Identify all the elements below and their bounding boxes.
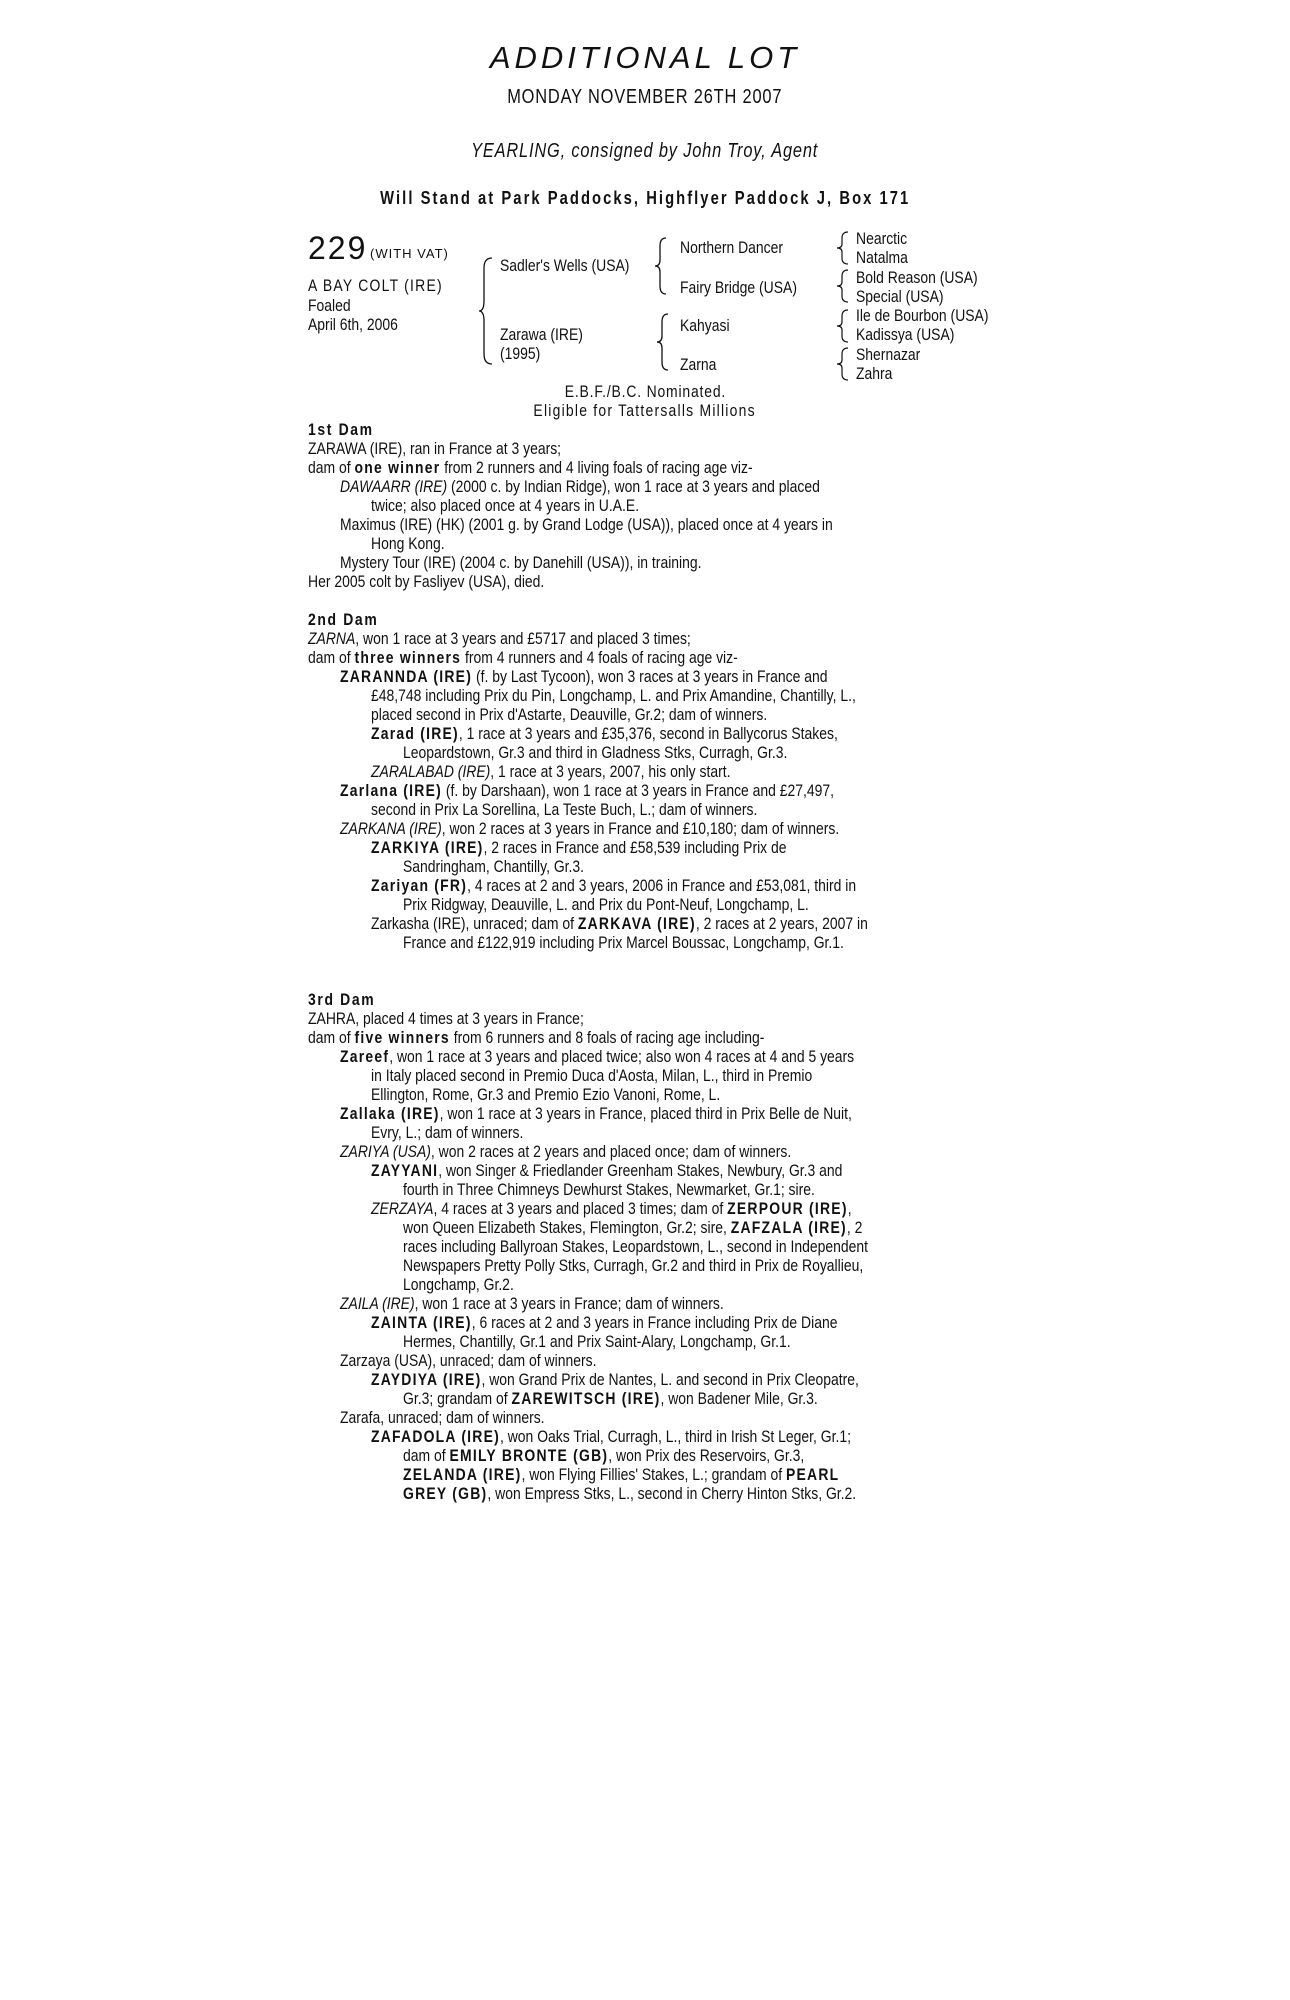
second-dam-line: Zarkasha (IRE), unraced; dam of ZARKAVA (IRE), 2 races at 2 years, 2007 in (371, 914, 868, 933)
first-dam-line: twice; also placed once at 4 years in U.A.E. (371, 496, 640, 515)
third-dam-line: Zarzaya (USA), unraced; dam of winners. (340, 1351, 597, 1370)
pedigree-sire-dam: Fairy Bridge (USA) (680, 278, 797, 297)
third-dam-line: Hermes, Chantilly, Gr.1 and Prix Saint-Alary, Longchamp, Gr.1. (403, 1332, 791, 1351)
second-dam-line: £48,748 including Prix du Pin, Longchamp, L. and Prix Amandine, Chantilly, L., (371, 686, 856, 705)
second-dam-line: Sandringham, Chantilly, Gr.3. (403, 857, 585, 876)
foaled-label: Foaled (308, 296, 351, 315)
second-dam-line: ZARANNDA (IRE) (f. by Last Tycoon), won 3 races at 3 years in France and (340, 667, 828, 686)
pedigree-dam-year: (1995) (500, 344, 541, 363)
third-dam-line: ZAHRA, placed 4 times at 3 years in France; (308, 1009, 584, 1028)
third-dam-line: fourth in Three Chimneys Dewhurst Stakes, Newmarket, Gr.1; sire. (403, 1180, 815, 1199)
third-dam-line: ZAYDIYA (IRE), won Grand Prix de Nantes, L. and second in Prix Cleopatre, (371, 1370, 859, 1389)
pedigree-brace-dam (656, 312, 672, 372)
second-dam-line: Zarad (IRE), 1 race at 3 years and £35,376, second in Ballycorus Stakes, (371, 724, 838, 743)
second-dam-line: dam of three winners from 4 runners and 4 foals of racing age viz- (308, 648, 738, 667)
tattersalls-eligibility: Eligible for Tattersalls Millions (533, 401, 757, 420)
catalogue-body (308, 420, 1068, 1503)
first-dam-heading: 1st Dam (308, 420, 374, 439)
second-dam-line: Prix Ridgway, Deauville, L. and Prix du Pont-Neuf, Longchamp, L. (403, 895, 809, 914)
first-dam-line: Maximus (IRE) (HK) (2001 g. by Grand Lodge (USA)), placed once at 4 years in (340, 515, 833, 534)
third-dam-line: ZERZAYA, 4 races at 3 years and placed 3 times; dam of ZERPOUR (IRE), (371, 1199, 852, 1218)
second-dam-line: Zariyan (FR), 4 races at 2 and 3 years, 2006 in France and £53,081, third in (371, 876, 857, 895)
third-dam-line: in Italy placed second in Premio Duca d'Aosta, Milan, L., third in Premio (371, 1066, 813, 1085)
pedigree-brace-g4 (836, 346, 852, 382)
second-dam-line: second in Prix La Sorellina, La Teste Buch, L.; dam of winners. (371, 800, 758, 819)
first-dam-line: dam of one winner from 2 runners and 4 living foals of racing age viz- (308, 458, 753, 477)
third-dam-line: ZAILA (IRE), won 1 race at 3 years in France; dam of winners. (340, 1294, 724, 1313)
second-dam-line: ZARKIYA (IRE), 2 races in France and £58,539 including Prix de (371, 838, 787, 857)
third-dam-line: dam of five winners from 6 runners and 8 foals of racing age including- (308, 1028, 765, 1047)
third-dam-line: Zarafa, unraced; dam of winners. (340, 1408, 545, 1427)
third-dam-line: Ellington, Rome, Gr.3 and Premio Ezio Vanoni, Rome, L. (371, 1085, 721, 1104)
first-dam-line: ZARAWA (IRE), ran in France at 3 years; (308, 439, 562, 458)
third-dam-line: dam of EMILY BRONTE (GB), won Prix des Reservoirs, Gr.3, (403, 1446, 805, 1465)
pedigree-sire: Sadler's Wells (USA) (500, 256, 630, 275)
third-dam-line: ZAFADOLA (IRE), won Oaks Trial, Curragh, L., third in Irish St Leger, Gr.1; (371, 1427, 851, 1446)
pedigree-g2: Natalma (856, 248, 908, 267)
pedigree-brace-g3 (836, 308, 852, 344)
third-dam-heading: 3rd Dam (308, 990, 376, 1009)
second-dam-line: ZARNA, won 1 race at 3 years and £5717 and placed 3 times; (308, 629, 691, 648)
third-dam-line: ZARIYA (USA), won 2 races at 2 years and placed once; dam of winners. (340, 1142, 792, 1161)
pedigree-g5: Ile de Bourbon (USA) (856, 306, 989, 325)
ebf-nomination: E.B.F./B.C. Nominated. (564, 382, 726, 401)
third-dam-line: ZELANDA (IRE), won Flying Fillies' Stakes, L.; grandam of PEARL (403, 1465, 840, 1484)
second-dam-line: France and £122,919 including Prix Marcel Boussac, Longchamp, Gr.1. (403, 933, 844, 952)
third-dam-line: Gr.3; grandam of ZAREWITSCH (IRE), won Badener Mile, Gr.3. (403, 1389, 818, 1408)
first-dam-line: Her 2005 colt by Fasliyev (USA), died. (308, 572, 545, 591)
second-dam-heading: 2nd Dam (308, 610, 379, 629)
pedigree-dam-sire: Kahyasi (680, 316, 730, 335)
third-dam-line: Newspapers Pretty Polly Stks, Curragh, Gr.2 and third in Prix de Royallieu, (403, 1256, 864, 1275)
first-dam-line: Hong Kong. (371, 534, 445, 553)
pedigree-g7: Shernazar (856, 345, 921, 364)
vat-note: (WITH VAT) (370, 246, 449, 261)
first-dam-line: DAWAARR (IRE) (2000 c. by Indian Ridge), won 1 race at 3 years and placed (340, 477, 820, 496)
pedigree-brace-g1 (836, 230, 852, 266)
third-dam-line: Zallaka (IRE), won 1 race at 3 years in France, placed third in Prix Belle de Nuit, (340, 1104, 852, 1123)
third-dam-line: GREY (GB), won Empress Stks, L., second in Cherry Hinton Stks, Gr.2. (403, 1484, 857, 1503)
pedigree-dam: Zarawa (IRE) (500, 325, 583, 344)
pedigree-sire-sire: Northern Dancer (680, 238, 784, 257)
third-dam-line: Zareef, won 1 race at 3 years and placed twice; also won 4 races at 4 and 5 years (340, 1047, 855, 1066)
third-dam-line: Evry, L.; dam of winners. (371, 1123, 524, 1142)
pedigree-g4: Special (USA) (856, 287, 944, 306)
pedigree-brace-g2 (836, 268, 852, 304)
third-dam-line: won Queen Elizabeth Stakes, Flemington, Gr.2; sire, ZAFZALA (IRE), 2 (403, 1218, 863, 1237)
third-dam-line: races including Ballyroan Stakes, Leopardstown, L., second in Independent (403, 1237, 868, 1256)
second-dam-line: ZARKANA (IRE), won 2 races at 3 years in France and £10,180; dam of winners. (340, 819, 840, 838)
stand-location: Will Stand at Park Paddocks, Highflyer Paddock J, Box 171 (379, 188, 911, 208)
sale-date: MONDAY NOVEMBER 26TH 2007 (507, 86, 783, 108)
consignor-line: YEARLING, consigned by John Troy, Agent (471, 140, 819, 162)
second-dam-line: Zarlana (IRE) (f. by Darshaan), won 1 race at 3 years in France and £27,497, (340, 781, 835, 800)
third-dam-line: ZAYYANI, won Singer & Friedlander Greenham Stakes, Newbury, Gr.3 and (371, 1161, 843, 1180)
pedigree-dam-dam: Zarna (680, 355, 717, 374)
pedigree-brace-main (478, 256, 498, 366)
third-dam-line: ZAINTA (IRE), 6 races at 2 and 3 years in France including Prix de Diane (371, 1313, 838, 1332)
pedigree-g1: Nearctic (856, 229, 908, 248)
lot-description: A BAY COLT (IRE) (308, 276, 443, 295)
lot-title: ADDITIONAL LOT (489, 40, 801, 75)
second-dam-line: ZARALABAD (IRE), 1 race at 3 years, 2007, his only start. (371, 762, 731, 781)
lot-number: 229 (308, 230, 368, 266)
second-dam-line: placed second in Prix d'Astarte, Deauville, Gr.2; dam of winners. (371, 705, 768, 724)
foaled-date: April 6th, 2006 (308, 315, 398, 334)
second-dam-line: Leopardstown, Gr.3 and third in Gladness Stks, Curragh, Gr.3. (403, 743, 788, 762)
third-dam-line: Longchamp, Gr.2. (403, 1275, 514, 1294)
pedigree-g3: Bold Reason (USA) (856, 268, 978, 287)
first-dam-line: Mystery Tour (IRE) (2004 c. by Danehill (USA)), in training. (340, 553, 702, 572)
pedigree-g6: Kadissya (USA) (856, 325, 955, 344)
pedigree-g8: Zahra (856, 364, 893, 383)
